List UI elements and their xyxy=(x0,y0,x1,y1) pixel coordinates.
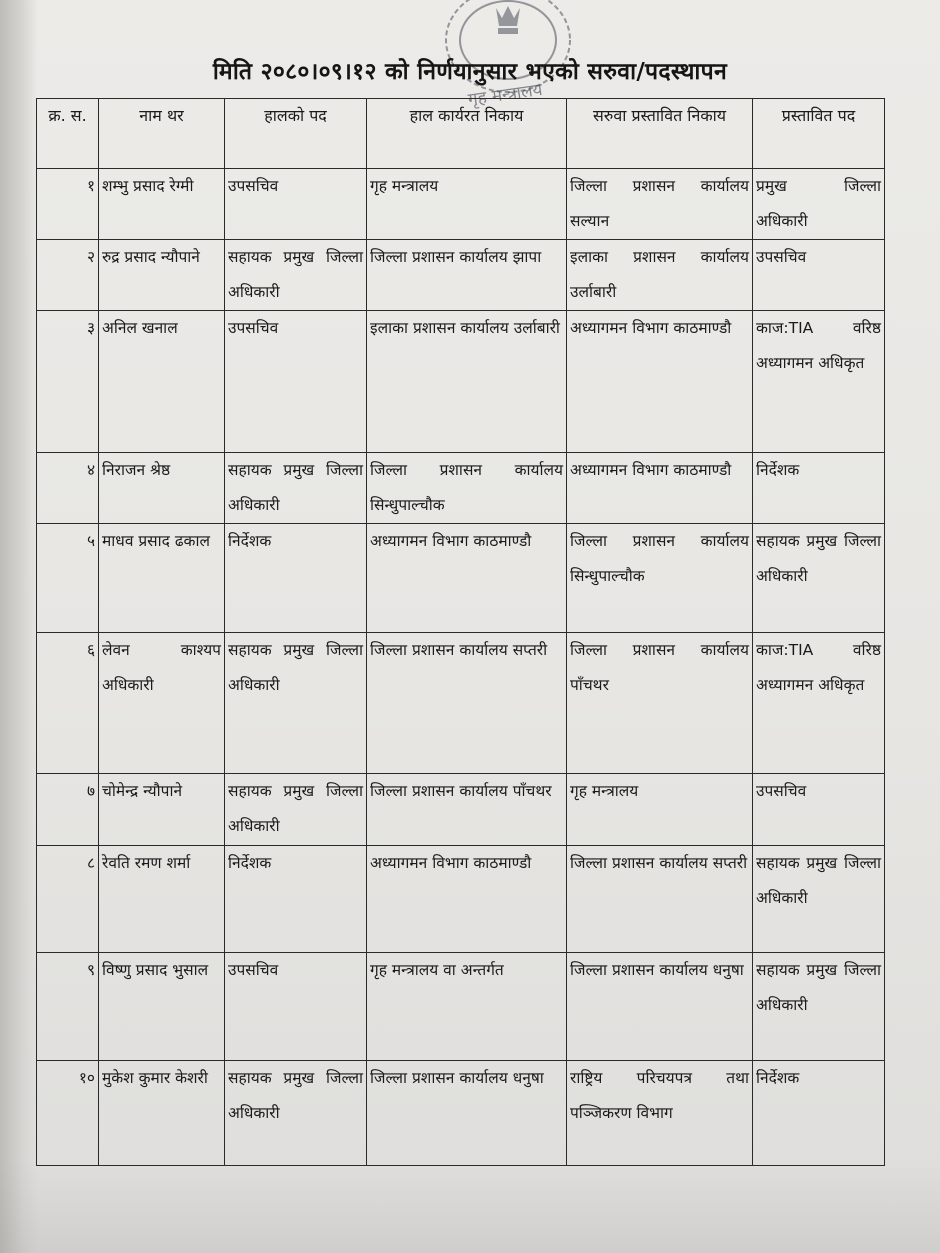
cell-current-post: सहायक प्रमुख जिल्ला अधिकारी xyxy=(225,1061,367,1166)
cell-proposed-office: जिल्ला प्रशासन कार्यालय सल्यान xyxy=(567,169,753,240)
table-row xyxy=(37,453,885,524)
page-title: मिति २०८०।०९।१२ को निर्णयानुसार भएको सरुवा/पदस्थापन xyxy=(212,59,728,85)
cell-proposed-office: गृह मन्त्रालय xyxy=(567,774,753,846)
cell-name: विष्णु प्रसाद भुसाल xyxy=(99,953,225,1061)
cell-current-post: निर्देशक xyxy=(225,846,367,953)
cell-name: माधव प्रसाद ढकाल xyxy=(99,524,225,633)
header-serial: क्र. स. xyxy=(37,99,99,169)
cell-proposed-post: काज:TIA वरिष्ठ अध्यागमन अधिकृत xyxy=(753,633,885,774)
cell-current-office: गृह मन्त्रालय वा अन्तर्गत xyxy=(367,953,567,1061)
cell-current-office: जिल्ला प्रशासन कार्यालय पाँचथर xyxy=(367,774,567,846)
svg-text:गृह मन्त्रालय: गृह मन्त्रालय xyxy=(466,79,544,111)
cell-proposed-office: अध्यागमन विभाग काठमाण्डौ xyxy=(567,453,753,524)
cell-proposed-office: जिल्ला प्रशासन कार्यालय सिन्धुपाल्चौक xyxy=(567,524,753,633)
cell-current-office: अध्यागमन विभाग काठमाण्डौ xyxy=(367,524,567,633)
cell-proposed-post: उपसचिव xyxy=(753,774,885,846)
cell-current-office: जिल्ला प्रशासन कार्यालय सप्तरी xyxy=(367,633,567,774)
cell-proposed-office: इलाका प्रशासन कार्यालय उर्लाबारी xyxy=(567,240,753,311)
cell-proposed-post: सहायक प्रमुख जिल्ला अधिकारी xyxy=(753,846,885,953)
header-current-office: हाल कार्यरत निकाय xyxy=(367,99,567,169)
cell-current-office: जिल्ला प्रशासन कार्यालय धनुषा xyxy=(367,1061,567,1166)
cell-current-post: सहायक प्रमुख जिल्ला अधिकारी xyxy=(225,453,367,524)
cell-name: रेवति रमण शर्मा xyxy=(99,846,225,953)
cell-proposed-post: सहायक प्रमुख जिल्ला अधिकारी xyxy=(753,953,885,1061)
cell-serial: ६ xyxy=(37,633,99,774)
cell-current-office: अध्यागमन विभाग काठमाण्डौ xyxy=(367,846,567,953)
cell-proposed-post: निर्देशक xyxy=(753,1061,885,1166)
cell-serial: ९ xyxy=(37,953,99,1061)
table-row xyxy=(37,524,885,633)
cell-current-post: उपसचिव xyxy=(225,311,367,453)
cell-proposed-office: जिल्ला प्रशासन कार्यालय धनुषा xyxy=(567,953,753,1061)
cell-serial: ८ xyxy=(37,846,99,953)
header-current-post: हालको पद xyxy=(225,99,367,169)
cell-proposed-post: उपसचिव xyxy=(753,240,885,311)
cell-name: लेवन काश्यप अधिकारी xyxy=(99,633,225,774)
cell-current-post: सहायक प्रमुख जिल्ला अधिकारी xyxy=(225,633,367,774)
cell-name: शम्भु प्रसाद रेग्मी xyxy=(99,169,225,240)
header-name: नाम थर xyxy=(99,99,225,169)
table-row xyxy=(37,633,885,774)
cell-serial: ७ xyxy=(37,774,99,846)
cell-name: मुकेश कुमार केशरी xyxy=(99,1061,225,1166)
cell-serial: ४ xyxy=(37,453,99,524)
cell-proposed-post: प्रमुख जिल्ला अधिकारी xyxy=(753,169,885,240)
cell-serial: ५ xyxy=(37,524,99,633)
cell-name: रुद्र प्रसाद न्यौपाने xyxy=(99,240,225,311)
table-row xyxy=(37,240,885,311)
cell-current-post: उपसचिव xyxy=(225,169,367,240)
header-proposed-office: सरुवा प्रस्तावित निकाय xyxy=(567,99,753,169)
table-row xyxy=(37,1061,885,1166)
table-row xyxy=(37,311,885,453)
cell-current-office: गृह मन्त्रालय xyxy=(367,169,567,240)
table-row xyxy=(37,846,885,953)
cell-current-office: इलाका प्रशासन कार्यालय उर्लाबारी xyxy=(367,311,567,453)
table-row xyxy=(37,169,885,240)
cell-proposed-post: काज:TIA वरिष्ठ अध्यागमन अधिकृत xyxy=(753,311,885,453)
cell-proposed-office: जिल्ला प्रशासन कार्यालय सप्तरी xyxy=(567,846,753,953)
cell-name: चोमेन्द्र न्यौपाने xyxy=(99,774,225,846)
page-fold-shadow xyxy=(0,0,38,1253)
cell-serial: २ xyxy=(37,240,99,311)
page-bottom-shadow xyxy=(0,1160,940,1253)
header-proposed-post: प्रस्तावित पद xyxy=(753,99,885,169)
cell-proposed-office: राष्ट्रिय परिचयपत्र तथा पञ्जिकरण विभाग xyxy=(567,1061,753,1166)
cell-name: अनिल खनाल xyxy=(99,311,225,453)
cell-name: निराजन श्रेष्ठ xyxy=(99,453,225,524)
cell-current-post: सहायक प्रमुख जिल्ला अधिकारी xyxy=(225,774,367,846)
cell-serial: ३ xyxy=(37,311,99,453)
cell-proposed-post: सहायक प्रमुख जिल्ला अधिकारी xyxy=(753,524,885,633)
cell-proposed-post: निर्देशक xyxy=(753,453,885,524)
cell-current-post: निर्देशक xyxy=(225,524,367,633)
cell-serial: १ xyxy=(37,169,99,240)
cell-current-office: जिल्ला प्रशासन कार्यालय सिन्धुपाल्चौक xyxy=(367,453,567,524)
cell-proposed-office: अध्यागमन विभाग काठमाण्डौ xyxy=(567,311,753,453)
table-row xyxy=(37,774,885,846)
cell-current-post: सहायक प्रमुख जिल्ला अधिकारी xyxy=(225,240,367,311)
table-row xyxy=(37,953,885,1061)
cell-serial: १० xyxy=(37,1061,99,1166)
table-header-row xyxy=(37,99,885,169)
cell-current-post: उपसचिव xyxy=(225,953,367,1061)
cell-proposed-office: जिल्ला प्रशासन कार्यालय पाँचथर xyxy=(567,633,753,774)
cell-current-office: जिल्ला प्रशासन कार्यालय झापा xyxy=(367,240,567,311)
transfer-table xyxy=(36,98,885,1166)
